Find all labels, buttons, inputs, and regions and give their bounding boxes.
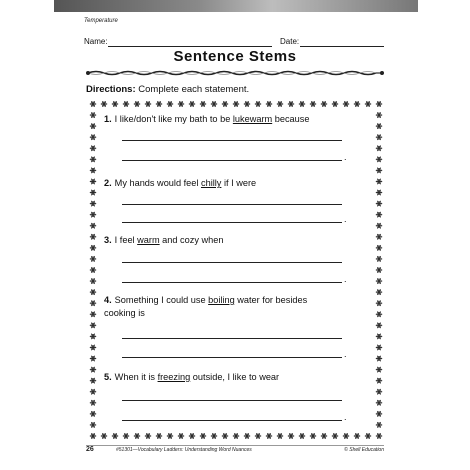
snowflake-icon	[145, 433, 151, 439]
snowflake-icon	[233, 101, 239, 107]
snowflake-icon	[90, 112, 96, 118]
sentence-stem-5	[104, 371, 354, 384]
snowflake-icon	[255, 433, 261, 439]
topic-label: Temperature	[84, 18, 118, 24]
stem-before: My hands would feel	[114, 178, 201, 188]
answer-line[interactable]	[122, 282, 342, 283]
snowflake-icon	[90, 378, 96, 384]
snowflake-icon	[354, 433, 360, 439]
snowflake-icon	[310, 101, 316, 107]
snowflake-icon	[376, 157, 382, 163]
snowflake-icon	[244, 433, 250, 439]
snowflake-icon	[90, 289, 96, 295]
snowflake-icon	[332, 433, 338, 439]
snowflake-icon	[376, 245, 382, 251]
snowflake-icon	[376, 400, 382, 406]
product-info: #51301—Vocabulary Ladders: Understanding Word Nuances	[116, 447, 252, 453]
page-title: Sentence Stems	[173, 48, 297, 65]
snowflake-icon	[332, 101, 338, 107]
snowflake-icon	[376, 312, 382, 318]
snowflake-icon	[156, 433, 162, 439]
snowflake-icon	[376, 123, 382, 129]
publisher: © Shell Education	[344, 447, 384, 453]
top-decorative-strip	[54, 0, 418, 12]
snowflake-icon	[299, 433, 305, 439]
snowflake-icon	[90, 433, 96, 439]
item-number: 2.	[104, 178, 112, 188]
snowflake-icon	[112, 101, 118, 107]
snowflake-icon	[90, 356, 96, 362]
snowflake-icon	[343, 101, 349, 107]
snowflake-icon	[244, 101, 250, 107]
snowflake-icon	[376, 134, 382, 140]
page-number: 26	[86, 446, 94, 453]
stem-before: I like/don't like my bath to be	[114, 114, 233, 124]
snowflake-icon	[145, 101, 151, 107]
directions-label: Directions:	[86, 84, 136, 95]
stem-after: because	[272, 114, 310, 124]
answer-line[interactable]	[122, 160, 342, 161]
stem-before: Something I could use	[114, 295, 209, 305]
snowflake-icon	[376, 223, 382, 229]
snowflake-icon	[376, 378, 382, 384]
directions	[86, 84, 249, 95]
snowflake-icon	[178, 101, 184, 107]
snowflake-icon	[310, 433, 316, 439]
rope-divider	[86, 70, 384, 76]
snowflake-icon	[365, 433, 371, 439]
snowflake-icon	[90, 267, 96, 273]
snowflake-icon	[233, 433, 239, 439]
snowflake-icon	[178, 433, 184, 439]
stem-continuation: cooking is	[104, 308, 145, 318]
snowflake-icon	[90, 123, 96, 129]
item-number: 1.	[104, 114, 112, 124]
snowflake-icon	[101, 101, 107, 107]
snowflake-icon	[255, 101, 261, 107]
snowflake-icon	[211, 433, 217, 439]
snowflake-icon	[376, 300, 382, 306]
snowflake-icon	[123, 101, 129, 107]
snowflake-icon	[90, 278, 96, 284]
snowflake-icon	[90, 146, 96, 152]
snowflake-border	[88, 99, 384, 441]
vocab-word: warm	[137, 235, 160, 245]
snowflake-icon	[90, 367, 96, 373]
sentence-stem-4	[104, 294, 354, 320]
footer	[86, 446, 384, 456]
snowflake-icon	[200, 101, 206, 107]
snowflake-icon	[90, 323, 96, 329]
snowflake-icon	[90, 223, 96, 229]
snowflake-icon	[376, 256, 382, 262]
snowflake-icon	[101, 433, 107, 439]
snowflake-icon	[376, 367, 382, 373]
item-number: 4.	[104, 295, 112, 305]
snowflake-icon	[134, 433, 140, 439]
answer-line[interactable]	[122, 222, 342, 223]
snowflake-icon	[266, 101, 272, 107]
stem-after: outside, I like to wear	[190, 372, 280, 382]
vocab-word: boiling	[208, 295, 235, 305]
snowflake-icon	[376, 179, 382, 185]
period-mark: .	[344, 349, 347, 359]
snowflake-icon	[90, 245, 96, 251]
snowflake-icon	[112, 433, 118, 439]
snowflake-icon	[288, 433, 294, 439]
snowflake-icon	[90, 389, 96, 395]
answer-line[interactable]	[122, 338, 342, 339]
snowflake-icon	[376, 411, 382, 417]
answer-line[interactable]	[122, 357, 342, 358]
item-number: 3.	[104, 235, 112, 245]
answer-line[interactable]	[122, 204, 342, 205]
snowflake-icon	[90, 312, 96, 318]
snowflake-icon	[376, 168, 382, 174]
snowflake-icon	[189, 101, 195, 107]
vocab-word: chilly	[200, 178, 222, 188]
snowflake-icon	[90, 179, 96, 185]
snowflake-icon	[90, 334, 96, 340]
snowflake-icon	[90, 168, 96, 174]
snowflake-icon	[376, 267, 382, 273]
snowflake-icon	[376, 356, 382, 362]
stem-after: if I were	[221, 178, 257, 188]
snowflake-icon	[288, 101, 294, 107]
stem-before: I feel	[114, 235, 138, 245]
snowflake-icon	[354, 101, 360, 107]
snowflake-icon	[90, 256, 96, 262]
snowflake-icon	[123, 433, 129, 439]
name-label: Name:	[84, 37, 108, 46]
snowflake-icon	[376, 190, 382, 196]
snowflake-icon	[376, 278, 382, 284]
snowflake-icon	[376, 146, 382, 152]
snowflake-icon	[211, 101, 217, 107]
snowflake-icon	[343, 433, 349, 439]
snowflake-icon	[277, 101, 283, 107]
sentence-stem-3	[104, 234, 354, 247]
snowflake-icon	[90, 212, 96, 218]
stem-before: When it is	[114, 372, 158, 382]
snowflake-icon	[299, 101, 305, 107]
snowflake-icon	[90, 300, 96, 306]
snowflake-icon	[90, 234, 96, 240]
snowflake-icon	[376, 345, 382, 351]
snowflake-icon	[376, 212, 382, 218]
snowflake-icon	[376, 334, 382, 340]
vocab-word: lukewarm	[232, 114, 273, 124]
date-field[interactable]	[300, 46, 384, 47]
snowflake-icon	[321, 101, 327, 107]
snowflake-icon	[156, 101, 162, 107]
answer-line[interactable]	[122, 262, 342, 263]
snowflake-icon	[365, 101, 371, 107]
sentence-stem-1	[104, 113, 354, 126]
period-mark: .	[344, 274, 347, 284]
snowflake-icon	[376, 422, 382, 428]
snowflake-icon	[266, 433, 272, 439]
name-field[interactable]	[108, 46, 272, 47]
snowflake-icon	[376, 289, 382, 295]
snowflake-icon	[90, 201, 96, 207]
snowflake-icon	[277, 433, 283, 439]
snowflake-icon	[167, 101, 173, 107]
snowflake-icon	[376, 389, 382, 395]
period-mark: .	[344, 152, 347, 162]
snowflake-icon	[376, 101, 382, 107]
snowflake-icon	[90, 400, 96, 406]
answer-line[interactable]	[122, 420, 342, 421]
period-mark: .	[344, 412, 347, 422]
snowflake-icon	[167, 433, 173, 439]
snowflake-icon	[376, 234, 382, 240]
snowflake-icon	[321, 433, 327, 439]
stem-after: water for besides	[234, 295, 308, 305]
snowflake-icon	[90, 134, 96, 140]
snowflake-icon	[189, 433, 195, 439]
sentence-stem-2	[104, 177, 354, 190]
snowflake-icon	[222, 433, 228, 439]
snowflake-icon	[376, 433, 382, 439]
snowflake-icon	[376, 201, 382, 207]
snowflake-icon	[90, 345, 96, 351]
snowflake-icon	[90, 190, 96, 196]
vocab-word: freezing	[157, 372, 191, 382]
period-mark: .	[344, 214, 347, 224]
snowflake-icon	[90, 101, 96, 107]
snowflake-icon	[200, 433, 206, 439]
snowflake-icon	[376, 323, 382, 329]
snowflake-icon	[90, 422, 96, 428]
answer-line[interactable]	[122, 400, 342, 401]
date-label: Date:	[280, 37, 300, 46]
snowflake-icon	[376, 112, 382, 118]
snowflake-icon	[90, 157, 96, 163]
item-number: 5.	[104, 372, 112, 382]
snowflake-icon	[222, 101, 228, 107]
answer-line[interactable]	[122, 140, 342, 141]
snowflake-icon	[90, 411, 96, 417]
stem-after: and cozy when	[159, 235, 224, 245]
snowflake-icon	[134, 101, 140, 107]
directions-text: Complete each statement.	[138, 84, 250, 95]
